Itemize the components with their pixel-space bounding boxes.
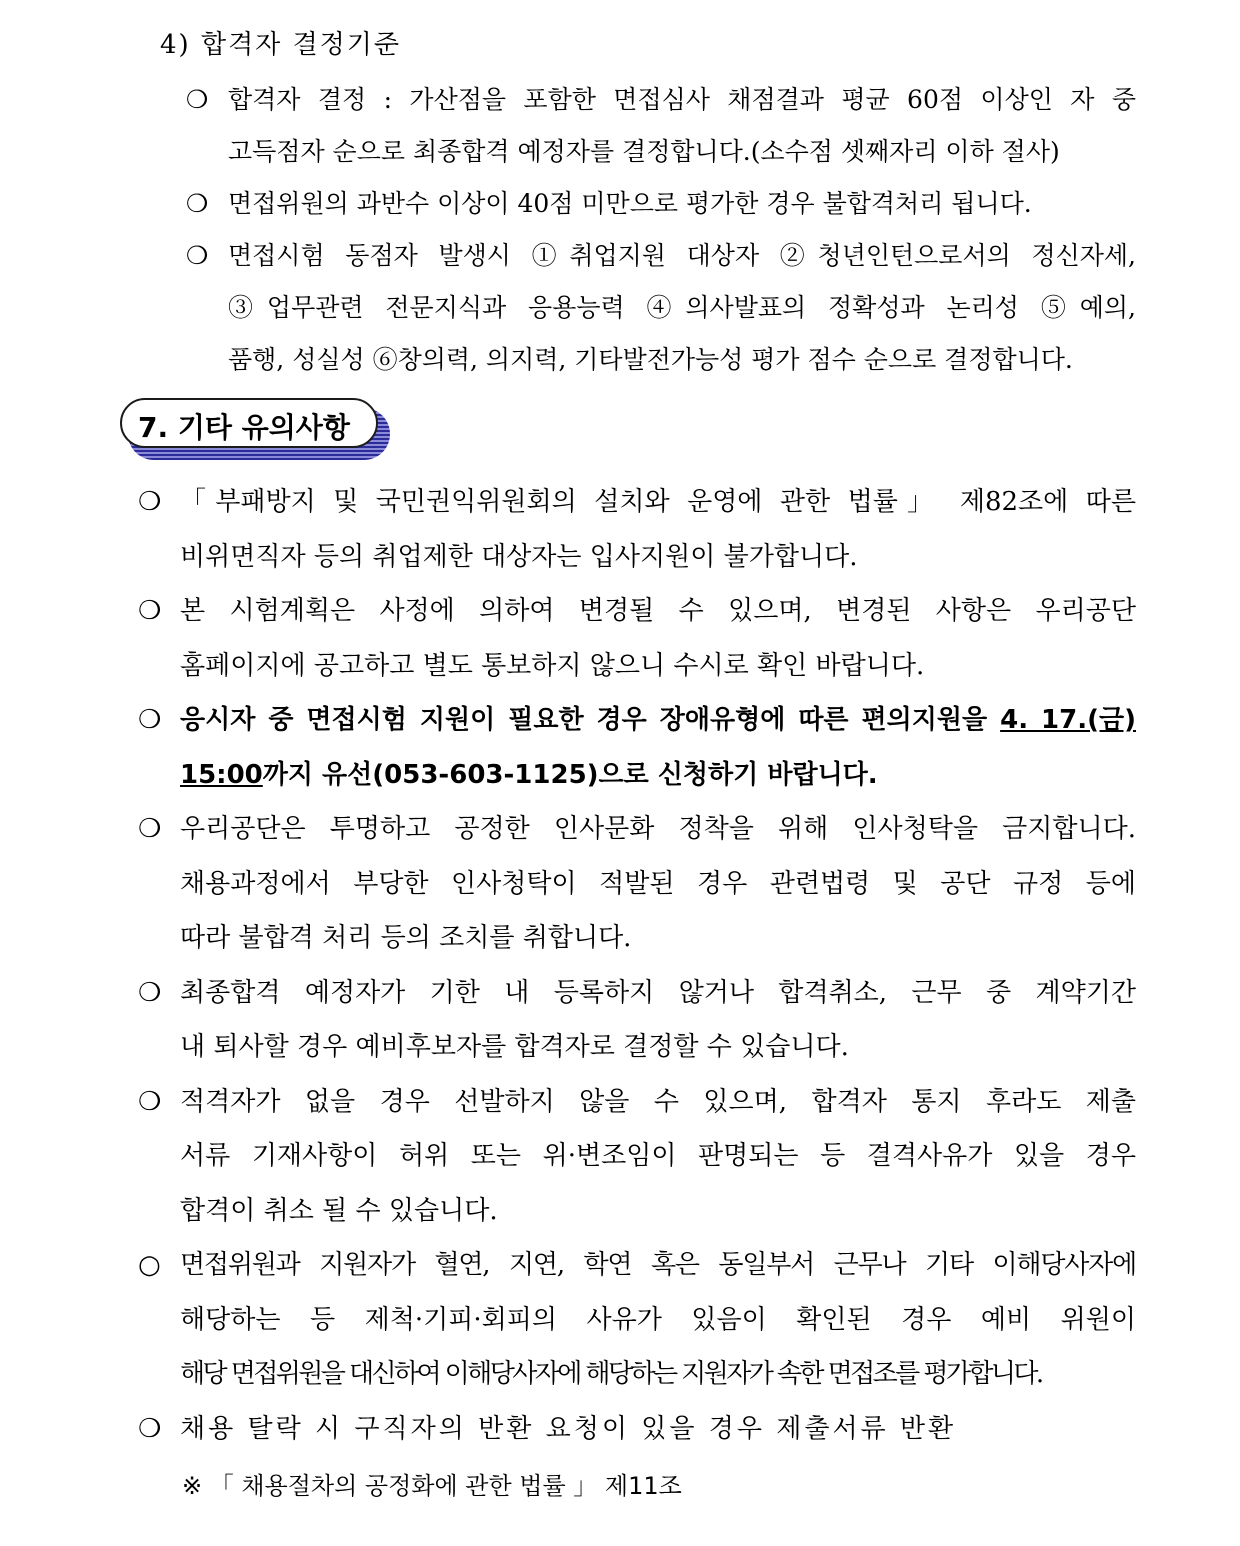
text-line: 서류 기재사항이 허위 또는 위·변조임이 판명되는 등 결격사유가 있을 경우	[180, 1141, 1136, 1171]
text-line: 면접시험 동점자 발생시 ①취업지원 대상자 ②청년인턴으로서의 정신자세,	[228, 241, 1136, 270]
bullet-open-circle-icon: ○	[138, 1250, 161, 1280]
bullet-circle-icon: ❍	[186, 189, 209, 218]
note-item-accessibility-support	[138, 693, 1136, 802]
note-item-corruption-law	[138, 475, 1136, 584]
support-phone-text: 까지 유선(053-603-1125)으로 신청하기 바랍니다.	[262, 759, 878, 790]
text-line: 고득점자 순으로 최종합격 예정자를 결정합니다.(소수점 셋째자리 이하 절사)	[228, 137, 1060, 166]
subsection-heading: 4) 합격자 결정기준	[160, 30, 402, 60]
criteria-item-fail-rule	[186, 178, 1136, 230]
bullet-circle-icon: ❍	[186, 241, 209, 270]
text-line: 해당하는 등 제척·기피·회피의 사유가 있음이 확인된 경우 예비 위원이	[180, 1304, 1136, 1335]
support-deadline-date: 4. 17.(금)	[1000, 705, 1137, 735]
bullet-circle-icon: ❍	[138, 1413, 162, 1444]
note-item-conflict-of-interest	[138, 1238, 1136, 1402]
text-line: 채용 탈락 시 구직자의 반환 요청이 있을 경우 제출서류 반환	[180, 1413, 957, 1444]
text-line: 최종합격 예정자가 기한 내 등록하지 않거나 합격취소, 근무 중 계약기간	[180, 977, 1136, 1008]
criteria-item-pass-decision	[186, 74, 1136, 178]
text-line: ③업무관련 전문지식과 응용능력 ④의사발표의 정확성과 논리성 ⑤예의,	[228, 293, 1136, 322]
text-line: 홈페이지에 공고하고 별도 통보하지 않으니 수시로 확인 바랍니다.	[180, 650, 925, 681]
text-line: 따라 불합격 처리 등의 조치를 취합니다.	[180, 923, 632, 953]
bullet-circle-icon: ❍	[138, 814, 162, 844]
bullet-circle-icon: ❍	[186, 85, 209, 114]
bullet-circle-icon: ❍	[138, 487, 162, 517]
text-line: 본 시험계획은 사정에 의하여 변경될 수 있으며, 변경된 사항은 우리공단	[180, 596, 1136, 626]
bullet-circle-icon: ❍	[138, 596, 162, 626]
bullet-circle-icon: ❍	[138, 977, 162, 1008]
text-line: 적격자가 없을 경우 선발하지 않을 수 있으며, 합격자 통지 후라도 제출	[180, 1086, 1136, 1117]
note-item-reserve-candidate	[138, 966, 1136, 1075]
text-line: 면접위원과 지원자가 혈연, 지연, 학연 혹은 동일부서 근무나 기타 이해당사자에	[180, 1250, 1136, 1280]
text-line: 내 퇴사할 경우 예비후보자를 합격자로 결정할 수 있습니다.	[180, 1032, 849, 1062]
notes-list	[138, 475, 1136, 1456]
note-item-disqualification	[138, 1075, 1136, 1239]
text-line: 품행, 성실성 ⑥창의력, 의지력, 기타발전가능성 평가 점수 순으로 결정합니다.	[228, 345, 1073, 374]
criteria-item-tie-break	[186, 230, 1136, 386]
support-request-text: 응시자 중 면접시험 지원이 필요한 경우 장애유형에 따른 편의지원을	[180, 705, 1001, 735]
text-line: 합격이 취소 될 수 있습니다.	[180, 1195, 498, 1226]
bullet-circle-icon: ❍	[138, 1086, 162, 1117]
text-line: 합격자 결정 : 가산점을 포함한 면접심사 채점결과 평균 60점 이상인 자 중	[228, 85, 1136, 114]
section-title: 7. 기타 유의사항	[138, 411, 350, 444]
legal-reference-note: ※ 「 채용절차의 공정화에 관한 법률 」 제11조	[182, 1472, 682, 1500]
note-item-plan-change	[138, 584, 1136, 693]
criteria-list	[186, 74, 1136, 386]
text-line: 「부패방지 및 국민권익위원회의 설치와 운영에 관한 법률」 제82조에 따른	[180, 487, 1136, 517]
note-item-no-solicitation	[138, 802, 1136, 966]
bullet-circle-icon: ❍	[138, 705, 162, 735]
text-line	[180, 748, 1136, 803]
note-item-document-return	[138, 1402, 1136, 1457]
text-line: 면접위원의 과반수 이상이 40점 미만으로 평가한 경우 불합격처리 됩니다.	[228, 189, 1032, 218]
text-line: 비위면직자 등의 취업제한 대상자는 입사지원이 불가합니다.	[180, 541, 858, 572]
section-heading-tab	[120, 398, 390, 460]
text-line: 우리공단은 투명하고 공정한 인사문화 정착을 위해 인사청탁을 금지합니다.	[180, 814, 1136, 844]
text-line: 채용과정에서 부당한 인사청탁이 적발된 경우 관련법령 및 공단 규정 등에	[180, 868, 1136, 899]
support-deadline-time: 15:00	[180, 759, 263, 790]
text-line: 해당 면접위원을 대신하여 이해당사자에 해당하는 지원자가 속한 면접조를 평가합니다.	[180, 1359, 1042, 1389]
text-line	[180, 693, 1136, 748]
